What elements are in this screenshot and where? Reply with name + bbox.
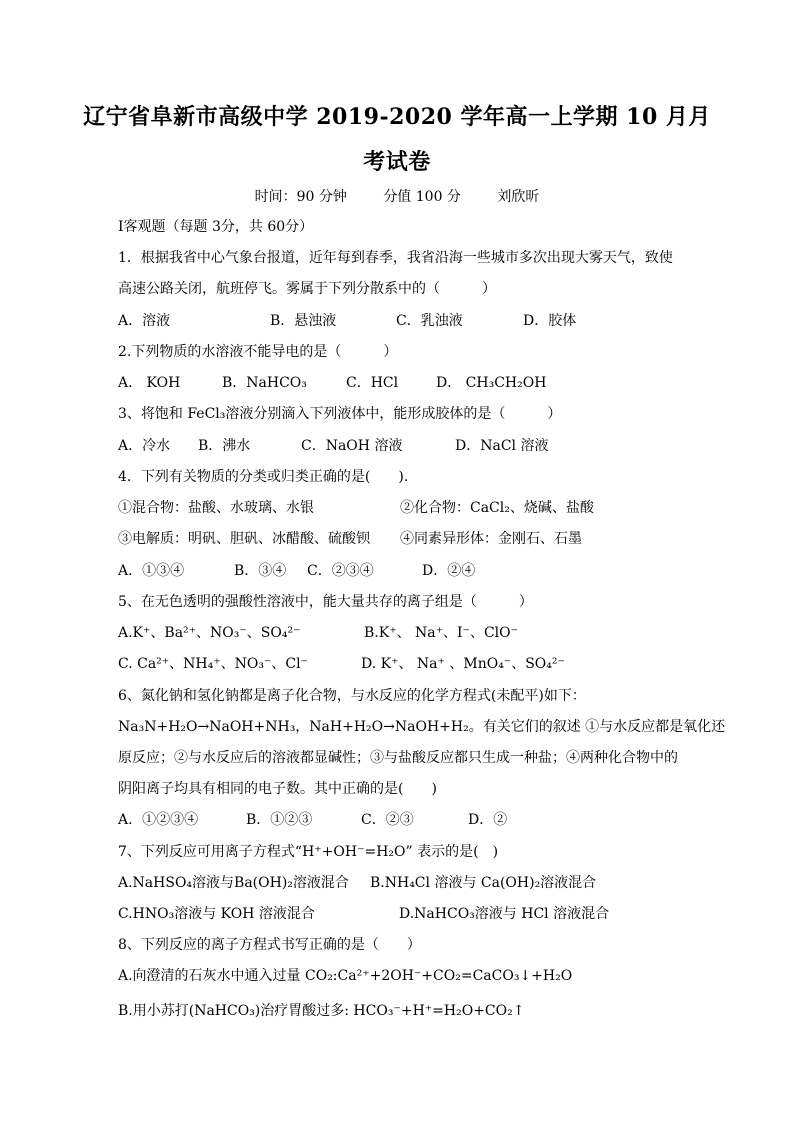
exam-title-line1: 辽宁省阜新市高级中学 2019-2020 学年高一上学期 10 月月 — [83, 104, 711, 130]
q6-option-b: B．①②③ — [246, 812, 313, 828]
q7-option-d: D.NaHCO₃溶液与 HCl 溶液混合 — [399, 906, 610, 922]
q4-item-3: ③电解质：明矾、胆矾、冰醋酸、硫酸钡 — [118, 531, 370, 547]
q4-option-d: D．②④ — [422, 563, 476, 579]
q4-item-1: ①混合物：盐酸、水玻璃、水银 — [118, 500, 314, 516]
q8-option-a: A.向澄清的石灰水中通入过量 CO₂:Ca²⁺+2OH⁻+CO₂=CaCO₃↓+H₂O — [118, 968, 573, 984]
q4-option-b: B．③④ — [234, 563, 287, 579]
q8-option-b: B.用小苏打(NaHCO₃)治疗胃酸过多: HCO₃⁻+H⁺=H₂O+CO₂↑ — [118, 1003, 525, 1019]
q2-stem: 2.下列物质的水溶液不能导电的是（ ） — [118, 344, 398, 360]
q3-option-c: C．NaOH 溶液 — [301, 438, 403, 454]
q5-option-c: C. Ca²⁺、NH₄⁺、NO₃⁻、Cl⁻ — [118, 656, 308, 672]
q3-option-d: D．NaCl 溶液 — [455, 438, 549, 454]
q4-item-2: ②化合物：CaCl₂、烧碱、盐酸 — [400, 500, 594, 516]
exam-time: 时间：90 分钟 — [254, 189, 347, 205]
q5-option-a: A.K⁺、Ba²⁺、NO₃⁻、SO₄²⁻ — [118, 625, 301, 641]
q8-stem: 8、下列反应的离子方程式书写正确的是（ ） — [118, 937, 421, 953]
q1-option-d: D．胶体 — [523, 313, 577, 329]
q2-option-d: D． CH₃CH₂OH — [436, 375, 547, 391]
q4-item-4: ④同素异形体：金刚石、石墨 — [400, 531, 582, 547]
q7-option-c: C.HNO₃溶液与 KOH 溶液混合 — [118, 906, 315, 922]
q1-stem-line1: 1．根据我省中心气象台报道，近年每到春季，我省沿海一些城市多次出现大雾天气，致使 — [118, 250, 673, 266]
q7-stem: 7、下列反应可用离子方程式“H⁺+OH⁻=H₂O” 表示的是( ) — [118, 844, 499, 860]
q6-stem-line3: 原反应；②与水反应后的溶液都显碱性；③与盐酸反应都只生成一种盐；④两种化合物中的 — [118, 750, 678, 766]
exam-author: 刘欣昕 — [497, 189, 540, 205]
q3-option-b: B．沸水 — [198, 438, 251, 454]
q5-stem: 5、在无色透明的强酸性溶液中，能大量共存的离子组是（ ） — [118, 594, 533, 610]
q3-stem: 3、将饱和 FeCl₃溶液分别滴入下列液体中，能形成胶体的是（ ） — [118, 406, 562, 422]
q1-option-a: A．溶液 — [118, 313, 171, 329]
q3-option-a: A．冷水 — [118, 438, 171, 454]
q1-option-c: C．乳浊液 — [396, 313, 463, 329]
q2-option-c: C．HCl — [346, 375, 399, 391]
q6-option-a: A．①②③④ — [118, 812, 199, 828]
q4-stem: 4．下列有关物质的分类或归类正确的是( ). — [118, 469, 409, 485]
q5-option-b: B.K⁺、 Na⁺、I⁻、ClO⁻ — [364, 625, 518, 641]
exam-meta — [0, 186, 794, 206]
q4-option-c: C．②③④ — [307, 563, 374, 579]
q7-option-b: B.NH₄Cl 溶液与 Ca(OH)₂溶液混合 — [370, 875, 597, 891]
q1-stem-line2: 高速公路关闭，航班停飞。雾属于下列分散系中的（ ） — [118, 281, 496, 297]
section-heading: Ⅰ客观题（每题 3分，共 60分） — [118, 219, 314, 235]
q6-option-d: D．② — [468, 812, 508, 828]
q2-option-b: B．NaHCO₃ — [222, 375, 307, 391]
exam-title-line2: 考试卷 — [363, 149, 431, 175]
q2-option-a: A． KOH — [118, 375, 181, 391]
q6-stem-line2: Na₃N+H₂O→NaOH+NH₃，NaH+H₂O→NaOH+H₂。有关它们的叙述 ①与水反应都是氧化还 — [118, 719, 726, 735]
q6-stem-line4: 阴阳离子均具有相同的电子数。其中正确的是( ) — [118, 781, 437, 797]
exam-score: 分值 100 分 — [383, 189, 461, 205]
q6-stem-line1: 6、氮化钠和氢化钠都是离子化合物，与水反应的化学方程式(未配平)如下： — [118, 688, 586, 704]
q7-option-a: A.NaHSO₄溶液与Ba(OH)₂溶液混合 — [118, 875, 349, 891]
q6-option-c: C．②③ — [361, 812, 414, 828]
q5-option-d: D. K⁺、 Na⁺ 、MnO₄⁻、SO₄²⁻ — [361, 656, 565, 672]
q4-option-a: A．①③④ — [118, 563, 185, 579]
q1-option-b: B．悬浊液 — [270, 313, 337, 329]
